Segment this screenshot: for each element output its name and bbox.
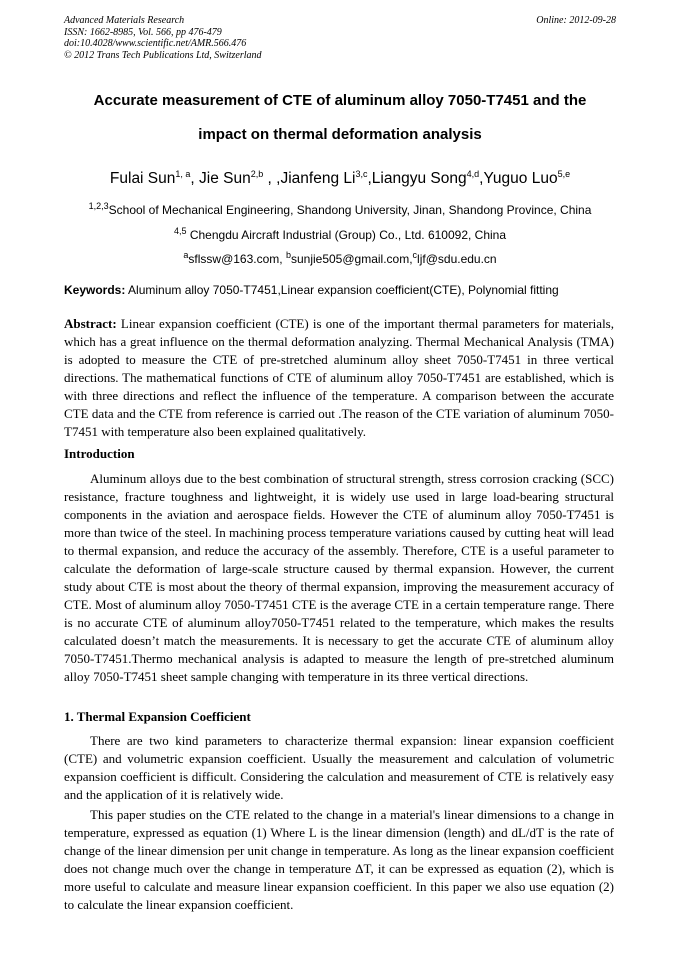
author-separator: ,: [190, 170, 200, 187]
author-affiliation-mark: 5,e: [557, 168, 571, 179]
journal-copyright: © 2012 Trans Tech Publications Ltd, Switzerland: [64, 49, 262, 61]
journal-name: Advanced Materials Research: [64, 15, 185, 26]
author-name: Liangyu Song: [371, 170, 467, 187]
online-date: Online: 2012-09-28: [536, 15, 616, 26]
email-link[interactable]: ljf@sdu.edu.cn: [417, 252, 497, 266]
affiliation-mark: 1,2,3: [88, 201, 109, 211]
introduction-body: [64, 470, 614, 686]
abstract-text: Linear expansion coefficient (CTE) is one of the important thermal parameters for materials, which has a great influence on the thermal deformation analyzing. Thermal Mechanical Analysis (TMA) is adopted to measure the CTE of pre-stretched aluminum alloy sheet 7050-T7451 in three vertical directions. The mathematical functions of CTE of aluminum alloy 7050-T7451 are established, which is with three directions and reflect the influence of the temperature. A comparison between the accurate CTE data and the CTE from reference is carried out .The reason of the CTE variation of aluminum 7050-T7451 with temperature also been explained qualitatively.: [64, 316, 614, 439]
affiliation-text: Chengdu Aircraft Industrial (Group) Co., Ltd. 610092, China: [186, 228, 507, 242]
paper-title-line-2: impact on thermal deformation analysis: [198, 126, 482, 143]
affiliation-text: School of Mechanical Engineering, Shandong University, Jinan, Shandong Province, China: [108, 203, 592, 217]
introduction-paragraph: Aluminum alloys due to the best combination of structural strength, stress corrosion cracking (SCC) resistance, fracture toughness and lightweight, it is widely use used in large load-bearing structural components in the aviation and aerospace fields. However the CTE of aluminum alloy 7050-T7451 is more than twice of the steel. In machining process temperature variations caused by cutting heat will lead to thermal expansion, and reduce the accuracy of the assembly. Therefore, CTE is a useful parameter to calculate the deformation of large-scale structure caused by thermal expansion. However, the current study about CTE is most about the theory of thermal expansion, improving the measurement accuracy of CTE. Most of aluminum alloy 7050-T7451 CTE is the average CTE in a certain temperature range. There is no accurate CTE of aluminum alloy7050-T7451 related to the temperature, which makes the results calculated doesn’t match the measurements. It is necessary to get the accurate CTE of aluminum alloy 7050-T7451.Thermo mechanical analysis is adapted to measure the length of pre-stretched aluminum alloy 7050-T7451 sheet sample changing with temperature in its three vertical directions.: [64, 471, 614, 684]
email-mark: a: [183, 250, 189, 260]
journal-header: [64, 15, 616, 61]
author-affiliation-mark: 1, a: [175, 168, 191, 179]
author-emails: [64, 252, 616, 267]
abstract-label: Abstract:: [64, 316, 117, 331]
affiliation-2: [64, 228, 616, 243]
section-1-paragraph-2: This paper studies on the CTE related to the change in a material's linear dimensions to a change in temperature, expressed as equation (1) Where L is the linear dimension (length) and dL/dT is the rate of change of the linear dimension per unit change in temperature. As long as the linear expansion coefficient does not change much over the change in temperature ΔT, it can be expressed as equation (2), which is more useful to calculate and measure linear expansion coefficient. In this paper we also use equation (2) to calculate the linear expansion coefficient.: [64, 807, 614, 912]
email-mark: c: [412, 250, 418, 260]
section-1-heading: 1. Thermal Expansion Coefficient: [64, 709, 251, 724]
author-separator: ,: [479, 170, 484, 187]
affiliation-1: [64, 203, 616, 218]
author-name: Jie Sun: [199, 170, 251, 187]
author-name: Fulai Sun: [109, 170, 176, 187]
journal-doi: doi:10.4028/www.scientific.net/AMR.566.476: [64, 38, 247, 49]
introduction-heading: Introduction: [64, 446, 135, 461]
section-1-paragraph-1: There are two kind parameters to characterize thermal expansion: linear expansion coefficient (CTE) and volumetric expansion coefficient. Usually the measurement and calculation of volumetric expansion coefficient is difficult. Considering the calculation and measurement of CTE is relatively easy and the application of it is relatively wide.: [64, 733, 614, 802]
keywords-label: Keywords:: [64, 283, 126, 297]
email-link[interactable]: sunjie505@gmail.com,: [290, 252, 413, 266]
author-affiliation-mark: 2,b: [250, 168, 264, 179]
author-separator: , ,: [263, 170, 281, 187]
affiliation-mark: 4,5: [173, 226, 187, 236]
author-separator: ,: [367, 170, 372, 187]
author-name: Jianfeng Li: [280, 170, 356, 187]
author-affiliation-mark: 3,c: [355, 168, 368, 179]
email-link[interactable]: sflssw@163.com,: [188, 252, 286, 266]
keywords-text: Aluminum alloy 7050-T7451,Linear expansion coefficient(CTE), Polynomial fitting: [125, 283, 559, 297]
paper-title-line-1: Accurate measurement of CTE of aluminum alloy 7050-T7451 and the: [93, 92, 587, 109]
keywords: [64, 283, 624, 298]
section-1-body: [64, 732, 614, 914]
abstract: [64, 315, 614, 441]
journal-issn: ISSN: 1662-8985, Vol. 566, pp 476-479: [64, 26, 222, 38]
email-mark: b: [285, 250, 291, 260]
author-list: [64, 169, 616, 189]
author-name: Yuguo Luo: [483, 170, 558, 187]
author-affiliation-mark: 4,d: [466, 168, 480, 179]
